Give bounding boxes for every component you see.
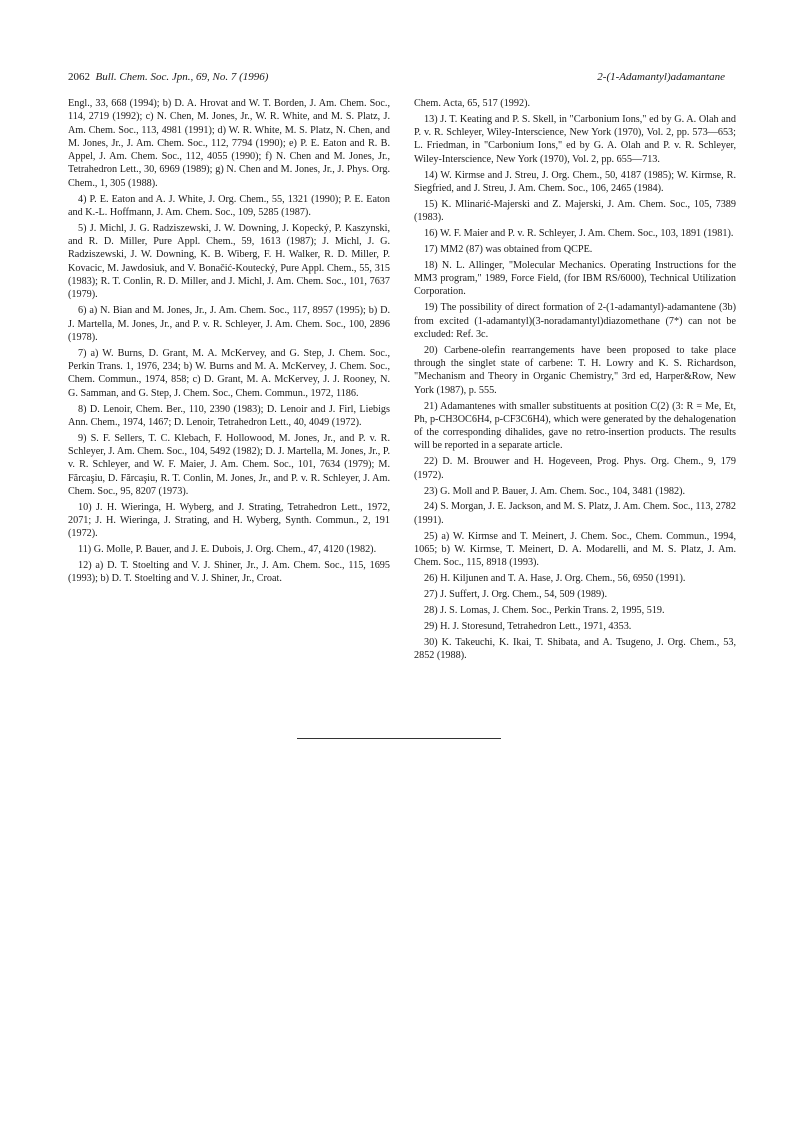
reference-29: 29) H. J. Storesund, Tetrahedron Lett., 1971, 4353. <box>424 620 632 632</box>
reference-13: 13) J. T. Keating and P. S. Skell, in "Carbonium Ions," ed by G. A. Olah and P. v. R. Schleyer, Wiley-Interscience, New York (1970), Vol. 2, pp. 573—653; L. Friedman, in "Carbonium Ions," ed by G. A. Olah and P. v. R. Schleyer, Wiley-Interscience, New York (1970), Vol. 2, pp. 655—713. <box>414 113 736 165</box>
reference-24: 24) S. Morgan, J. E. Jackson, and M. S. Platz, J. Am. Chem. Soc., 113, 2782 (1991). <box>414 501 736 526</box>
journal-citation: Bull. Chem. Soc. Jpn., 69, No. 7 (1996) <box>95 71 269 83</box>
reference-11: 11) G. Molle, P. Bauer, and J. E. Dubois, J. Org. Chem., 47, 4120 (1982). <box>78 544 377 556</box>
header-left <box>68 70 268 84</box>
reference-15: 15) K. Mlinarić-Majerski and Z. Majerski, J. Am. Chem. Soc., 105, 7389 (1983). <box>414 198 736 224</box>
reference-27: 27) J. Suffert, J. Org. Chem., 54, 509 (1989). <box>424 589 607 600</box>
reference-21: 21) Adamantenes with smaller substituents at position C(2) (3: R = Me, Et, Ph, p-CH3OC6H4, p-CF3C6H4), which were generated by the dehalogenation of the corresponding dihalides, gave no retro-insertion products. The results will be reported in a separate article. <box>414 400 736 452</box>
running-title: 2-(1-Adamantyl)adamantane <box>597 71 725 83</box>
references-left-column <box>68 97 390 588</box>
reference-19: 19) The possibility of direct formation of 2-(1-adamantyl)-adamantene (3b) from excited (1-adamantyl)(3-noradamantyl)diazomethane (7*) can not be excluded: Ref. 3c. <box>414 302 736 340</box>
references-right-column <box>414 97 736 665</box>
reference-18: 18) N. L. Allinger, "Molecular Mechanics. Operating Instructions for the MM3 program," 1989, Force Field, (for IBM RS/6000), Technical Utilization Corporation. <box>414 259 736 298</box>
reference-4: 4) P. E. Eaton and A. J. White, J. Org. Chem., 55, 1321 (1990); P. E. Eaton and K.-L. Hoffmann, J. Am. Chem. Soc., 109, 5285 (1987). <box>68 193 390 218</box>
reference-22: 22) D. M. Brouwer and H. Hogeveen, Prog. Phys. Org. Chem., 9, 179 (1972). <box>414 456 736 481</box>
reference-9: 9) S. F. Sellers, T. C. Klebach, F. Hollowood, M. Jones, Jr., and P. v. R. Schleyer, J. Am. Chem. Soc., 104, 5492 (1982); D. J. Martella, M. Jones, Jr., P. v. R. Schleyer, and W. F. Maier, J. Am. Chem. Soc., 101, 7634 (1979); M. Fărcaşiu, D. Fărcaşiu, R. T. Conlin, M. Jones, Jr., and P. v. R. Schleyer, J. Am. Chem. Soc., 95, 8207 (1973). <box>68 432 390 497</box>
page-number: 2062 <box>68 71 90 83</box>
reference-25: 25) a) W. Kirmse and T. Meinert, J. Chem. Soc., Chem. Commun., 1994, 1065; b) W. Kirmse, T. Meinert, D. A. Modarelli, and M. S. Platz, J. Am. Chem. Soc., 115, 8918 (1993). <box>414 530 736 569</box>
reference-10: 10) J. H. Wieringa, H. Wyberg, and J. Strating, Tetrahedron Lett., 1972, 2071; J. H. Wieringa, J. Strating, and H. Wyberg, Synth. Commun., 2, 191 (1972). <box>68 501 390 540</box>
reference-30: 30) K. Takeuchi, K. Ikai, T. Shibata, and A. Tsugeno, J. Org. Chem., 53, 2852 (1988). <box>414 636 736 661</box>
reference-6: 6) a) N. Bian and M. Jones, Jr., J. Am. Chem. Soc., 117, 8957 (1995); b) D. J. Martella, M. Jones, Jr., and P. v. R. Schleyer, J. Am. Chem. Soc., 100, 2896 (1978). <box>68 305 390 343</box>
reference-28: 28) J. S. Lomas, J. Chem. Soc., Perkin Trans. 2, 1995, 519. <box>424 604 665 616</box>
end-rule <box>297 738 501 739</box>
reference-12: 12) a) D. T. Stoelting and V. J. Shiner, Jr., J. Am. Chem. Soc., 115, 1695 (1993); b) D. T. Stoelting and V. J. Shiner, Jr., Croat. <box>68 560 390 585</box>
reference-16: 16) W. F. Maier and P. v. R. Schleyer, J. Am. Chem. Soc., 103, 1891 (1981). <box>424 228 734 240</box>
reference-8: 8) D. Lenoir, Chem. Ber., 110, 2390 (1983); D. Lenoir and J. Firl, Liebigs Ann. Chem., 1974, 1467; D. Lenoir, Tetrahedron Lett., 40, 4049 (1972). <box>68 403 390 428</box>
reference-26: 26) H. Kiljunen and T. A. Hase, J. Org. Chem., 56, 6950 (1991). <box>424 573 686 585</box>
reference-23: 23) G. Moll and P. Bauer, J. Am. Chem. Soc., 104, 3481 (1982). <box>424 485 686 497</box>
reference-7: 7) a) W. Burns, D. Grant, M. A. McKervey, and G. Step, J. Chem. Soc., Perkin Trans. 1, 1976, 234; b) W. Burns and M. A. McKervey, J. Chem. Soc., Chem. Commun., 1974, 858; c) D. Grant, M. A. McKervey, J. J. Rooney, N. G. Samman, and G. Step, J. Chem. Soc., Chem. Commun., 1972, 1186. <box>68 347 390 399</box>
reference-12-continued: Chem. Acta, 65, 517 (1992). <box>414 98 531 109</box>
reference-14: 14) W. Kirmse and J. Streu, J. Org. Chem., 50, 4187 (1985); W. Kirmse, R. Siegfried, and J. Streu, J. Am. Chem. Soc., 106, 2465 (1984). <box>414 169 736 194</box>
running-header <box>68 70 725 86</box>
reference-3-continued: Engl., 33, 668 (1994); b) D. A. Hrovat and W. T. Borden, J. Am. Chem. Soc., 114, 2719 (1992); c) N. Chen, M. Jones, Jr., W. R. White, and M. S. Platz, J. Am. Chem. Soc., 113, 4981 (1991); d) W. R. White, M. S. Platz, N. Chen, and M. Jones, Jr., J. Am. Chem. Soc., 112, 7794 (1990); e) P. E. Eaton and R. B. Appel, J. Am. Chem. Soc., 112, 4055 (1990); f) N. Chen and M. Jones, Jr., Tetrahedron Lett., 30, 6969 (1989); g) N. Chen and M. Jones, Jr., J. Phys. Org. Chem., 1, 305 (1988). <box>68 98 390 189</box>
reference-5: 5) J. Michl, J. G. Radziszewski, J. W. Downing, J. Kopecký, P. Kaszynski, and R. D. Miller, Pure Appl. Chem., 59, 1613 (1987); J. Michl, J. G. Radziszewski, J. W. Downing, K. B. Wiberg, F. H. Walker, R. D. Miller, P. Kovacic, M. Jawdosiuk, and V. Bonačić-Koutecký, Pure Appl. Chem., 55, 315 (1983); R. T. Conlin, R. D. Miller, and J. Michl, J. Am. Chem. Soc., 101, 7637 (1979). <box>68 222 390 301</box>
reference-20: 20) Carbene-olefin rearrangements have been proposed to take place through the singlet state of carbene: T. H. Lowry and K. S. Richardson, "Mechanism and Theory in Organic Chemistry," 3rd ed, Harper&Row, New York (1987), p. 555. <box>414 344 736 396</box>
reference-17: 17) MM2 (87) was obtained from QCPE. <box>424 243 593 255</box>
